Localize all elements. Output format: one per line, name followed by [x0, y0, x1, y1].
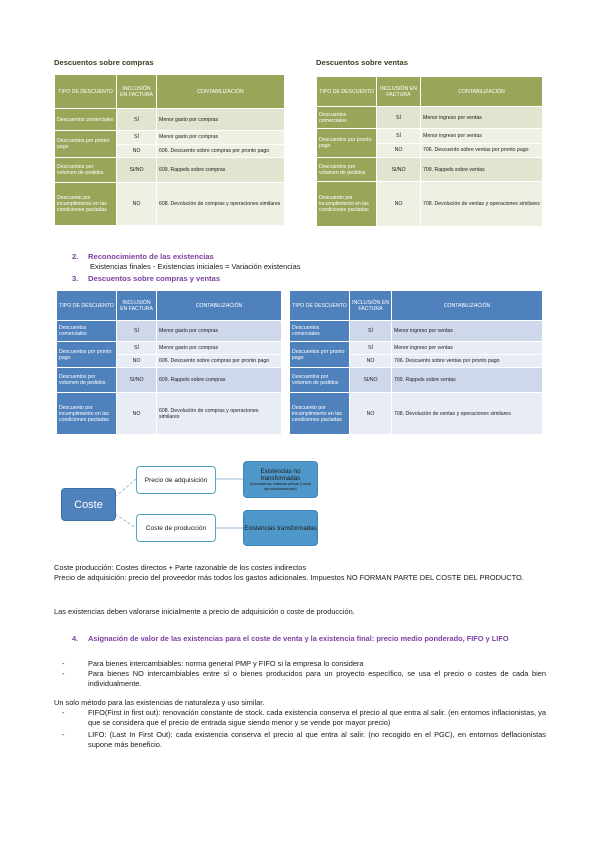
bullet-dash: - [62, 659, 65, 668]
cell-inclusion: NO [377, 143, 421, 158]
cell-inclusion: NO [377, 182, 421, 227]
connector-coste-produccion [115, 514, 136, 528]
cell-tipo: Descuentos comerciales [317, 107, 377, 129]
box-existencias-no-transformadas [243, 461, 318, 498]
cell-inclusion: NO [117, 183, 157, 226]
valoracion-inicial: Las existencias deben valorarse inicialmente a precio de adquisición o coste de producción. [54, 607, 355, 616]
cell-inclusion: NO [117, 393, 157, 435]
cell-contabilizacion: Menor gasto por compras [157, 109, 285, 131]
header-inclusion: INCLUSIÓN EN FACTURA [350, 291, 392, 321]
cell-inclusion: NO [117, 355, 157, 368]
cell-contabilizacion: 708. Devolución de ventas y operaciones similares [392, 393, 543, 435]
header-contabilizacion: CONTABILIZACIÓN [157, 75, 285, 109]
header-tipo: TIPO DE DESCUENTO [55, 75, 117, 109]
cell-inclusion: SÍ [377, 107, 421, 129]
cell-contabilizacion: Menor gasto por compras [157, 321, 282, 342]
bullets-fifo-lifo [54, 708, 546, 750]
cell-inclusion: SÍ [117, 109, 157, 131]
variacion-formula: Existencias finales - Existencias iniciales = Variación existencias [90, 262, 301, 271]
compras-title: Descuentos sobre compras [54, 58, 154, 67]
coste-produccion-def: Coste producción: Costes directos + Parte razonable de los costes indirectos [54, 563, 307, 572]
cell-tipo: Descuentos por volumen de pedidos [290, 368, 350, 393]
cell-contabilizacion: 709. Rappels sobre ventas [421, 158, 543, 182]
cell-contabilizacion: 606. Descuento sobre compras por pronto pago [157, 355, 282, 368]
bullet-text: Para bienes NO intercambiables entre sí o bienes producidos para un proyecto específico, se usa el precio o costes de cada bien individualmente. [88, 669, 546, 688]
heading-number: 4. [72, 634, 79, 643]
cell-tipo: Descuentos por pronto pago [55, 131, 117, 158]
bullet-dash: - [62, 708, 65, 717]
cell-tipo: Descuentos por pronto pago [57, 342, 117, 368]
header-tipo: TIPO DE DESCUENTO [317, 77, 377, 107]
cell-tipo: Descuentos por pronto pago [290, 342, 350, 368]
cell-inclusion: SI/NO [117, 158, 157, 183]
header-contabilizacion: CONTABILIZACIÓN [392, 291, 543, 321]
header-contabilizacion: CONTABILIZACIÓN [421, 77, 543, 107]
cell-tipo: Descuentos comerciales [290, 321, 350, 342]
heading-number: 3. [72, 274, 79, 283]
cell-contabilizacion: Menor ingreso por ventas [392, 321, 543, 342]
cell-contabilizacion: Menor gasto por compras [157, 131, 285, 145]
cell-contabilizacion: Menor gasto por compras [157, 342, 282, 355]
cell-tipo: Descuento por incumplimiento en las condiciones pactadas [290, 393, 350, 435]
metodo-unico: Un solo método para las existencias de naturaleza y uso similar. [54, 698, 265, 707]
box-precio-adquisicion [136, 466, 216, 494]
header-tipo: TIPO DE DESCUENTO [57, 291, 117, 321]
bullet-item [54, 659, 546, 669]
box-coste [61, 488, 116, 521]
box-produccion-label: Coste de producción [145, 524, 207, 532]
box-precio-label: Precio de adquisición [144, 476, 208, 484]
cell-contabilizacion: 706. Descuento sobre ventas por pronto pago [392, 355, 543, 368]
ventas-title: Descuentos sobre ventas [316, 58, 409, 67]
cell-contabilizacion: 609. Rappels sobre compras [157, 158, 285, 183]
box-exist-si-label: Existencias transformadas [244, 524, 317, 532]
bullet-item [54, 730, 546, 750]
cell-inclusion: SÍ [350, 321, 392, 342]
cell-inclusion: NO [350, 355, 392, 368]
cell-inclusion: SI/NO [350, 368, 392, 393]
cell-contabilizacion: 709. Rappels sobre ventas [392, 368, 543, 393]
header-inclusion: INCLUSIÓN EN FACTURA [377, 77, 421, 107]
header-inclusion: INCLUSIÓN EN FACTURA [117, 291, 157, 321]
cell-contabilizacion: 706. Descuento sobre ventas por pronto pago [421, 143, 543, 158]
cell-contabilizacion: 608. Devolución de compras y operaciones similares [157, 183, 285, 226]
cell-tipo: Descuento por incumplimiento en las condiciones pactadas [55, 183, 117, 226]
cell-contabilizacion: 609. Rappels sobre compras [157, 368, 282, 393]
cell-tipo: Descuentos por volumen de pedidos [317, 158, 377, 182]
cell-contabilizacion: 606. Descuento sobre compras por pronto pago [157, 144, 285, 158]
cell-inclusion: SÍ [117, 321, 157, 342]
cell-tipo: Descuentos comerciales [55, 109, 117, 131]
bullet-text: LIFO: (Last In First Out): cada existencia conserva el precio al que entra al salir. (no recogido en el PGC), en entornos deflacionistas supone más beneficio. [88, 730, 546, 749]
cell-contabilizacion: 708. Devolución de ventas y operaciones similares [421, 182, 543, 227]
cell-inclusion: NO [350, 393, 392, 435]
bullet-item [54, 708, 546, 728]
cell-inclusion: NO [117, 144, 157, 158]
header-tipo: TIPO DE DESCUENTO [290, 291, 350, 321]
cell-contabilizacion: Menor ingreso por ventas [421, 107, 543, 129]
bullet-text: Para bienes intercambiables: norma general PMP y FIFO si la empresa lo considera [88, 659, 364, 668]
box-existencias-transformadas [243, 510, 318, 546]
header-inclusion: INCLUSIÓN EN FACTURA [117, 75, 157, 109]
cell-inclusion: SÍ [117, 342, 157, 355]
heading-number: 2. [72, 252, 79, 261]
bullet-dash: - [62, 730, 65, 739]
cell-tipo: Descuentos por pronto pago [317, 129, 377, 158]
box-coste-produccion [136, 514, 216, 542]
bullet-text: FIFO(First in first out): renovación constante de stock. cada existencia conserva el precio al que entra al salir. (en entornos inflacionistas, ya que se considera que el precio de entrada sigue siendo menor y se vende por mayor precio) [88, 708, 546, 727]
box-exist-no-subtitle: (mercaderías, materias primas y otros aprovisionamientos) [250, 482, 311, 491]
cell-inclusion: SI/NO [377, 158, 421, 182]
connector-coste-precio [115, 479, 136, 497]
heading-asignacion [72, 634, 546, 644]
cell-inclusion: SÍ [377, 129, 421, 144]
cell-contabilizacion: Menor ingreso por ventas [421, 129, 543, 144]
cell-tipo: Descuento por incumplimiento en las condiciones pactadas [317, 182, 377, 227]
bullets-intercambiables [54, 659, 546, 689]
cell-inclusion: SÍ [117, 131, 157, 145]
precio-adquisicion-def: Precio de adquisición: precio del proveedor más todos los gastos adicionales. Impuestos NO FORMAN PARTE DEL COSTE DEL PRODUCTO. [54, 573, 524, 582]
cell-tipo: Descuento por incumplimiento en las condiciones pactadas [57, 393, 117, 435]
cell-tipo: Descuentos por volumen de pedidos [55, 158, 117, 183]
cell-tipo: Descuentos por volumen de pedidos [57, 368, 117, 393]
cell-contabilizacion: Menor ingreso por ventas [392, 342, 543, 355]
bullet-dash: - [62, 669, 65, 678]
heading-text: Reconocimiento de las existencias [88, 252, 214, 261]
header-contabilizacion: CONTABILIZACIÓN [157, 291, 282, 321]
cell-contabilizacion: 608. Devolución de compras y operaciones similares [157, 393, 282, 435]
cell-inclusion: SI/NO [117, 368, 157, 393]
box-exist-no-title: Existencias no transformadas [260, 468, 301, 483]
box-coste-label: Coste [74, 498, 103, 511]
bullet-item [54, 669, 546, 689]
heading-text: Asignación de valor de las existencias para el coste de venta y la existencia final: precio medio ponderado, FIFO y LIFO [88, 634, 509, 643]
heading-text: Descuentos sobre compras y ventas [88, 274, 221, 283]
cell-tipo: Descuentos comerciales [57, 321, 117, 342]
cell-inclusion: SÍ [350, 342, 392, 355]
